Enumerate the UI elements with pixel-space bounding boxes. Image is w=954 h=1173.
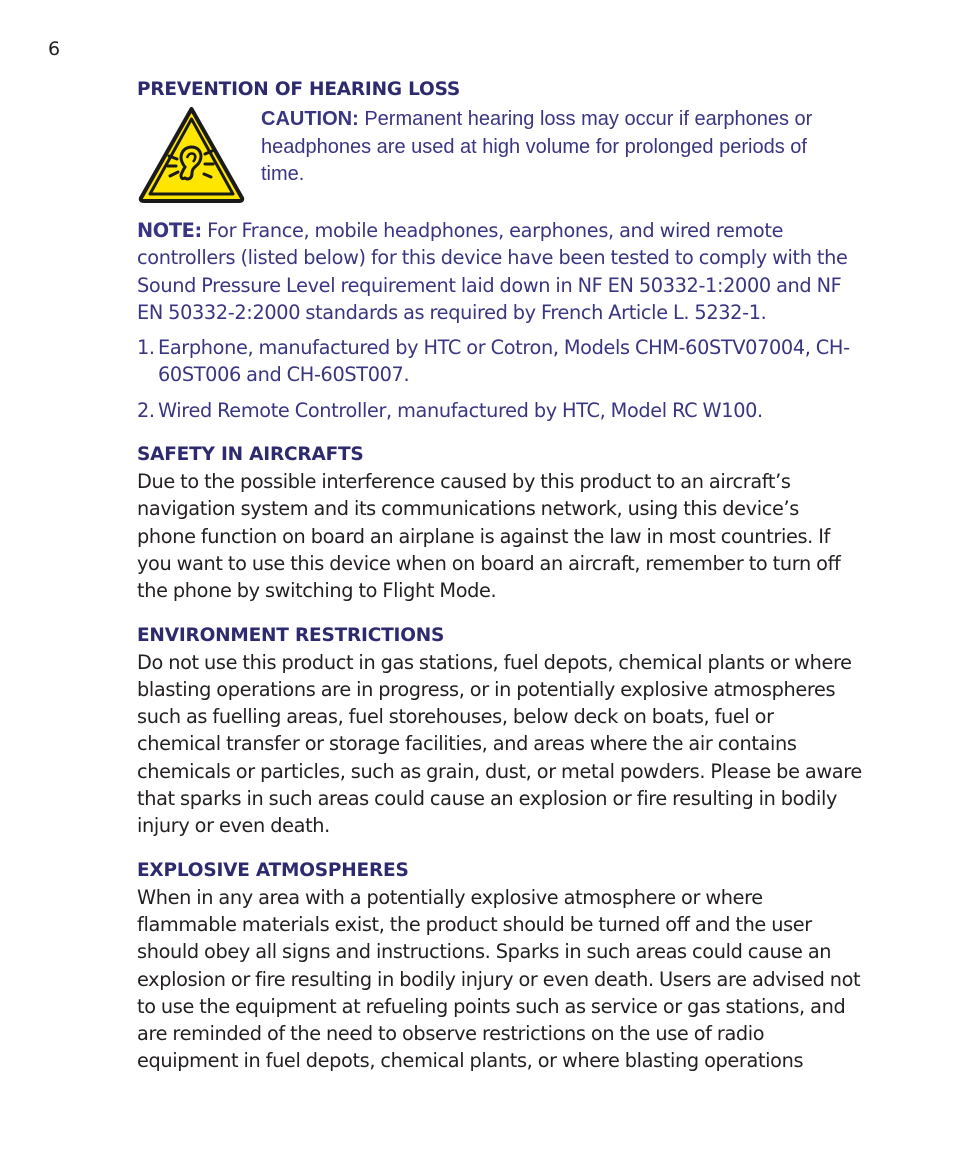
note-message: For France, mobile headphones, earphones, and wired remote controllers (listed below) for this device have been tested to comply with the Sound Pressure Level requirement laid down in NF EN 50332-1:2000 and NF EN 50332-2:2000 standards as required by French Article L. 5232-1. [137, 219, 848, 324]
section-explosive [137, 857, 862, 1075]
heading-explosive-atmospheres: EXPLOSIVE ATMOSPHERES [137, 859, 409, 881]
list-item-text: Wired Remote Controller, manufactured by HTC, Model RC W100. [158, 398, 763, 422]
caution-message: Permanent hearing loss may occur if earphones or headphones are used at high volume for prolonged periods of time. [261, 108, 813, 185]
aircraft-paragraph: Due to the possible interference caused by this product to an aircraft’s navigation system and its communications network, using this device’s phone function on board an airplane is against the law in most countries. If you want to use this device when on board an aircraft, remember to turn off the phone by switching to Flight Mode. [137, 470, 841, 603]
explosive-paragraph: When in any area with a potentially explosive atmosphere or where flammable materials exist, the product should be turned off and the user should obey all signs and instructions. Sparks in such areas could cause an explosion or fire resulting in bodily injury or even death. Users are advised not to use the equipment at refueling points such as service or gas stations, and are reminded of the need to observe restrictions on the use of radio equipment in fuel depots, chemical plants, or where blasting operations [137, 885, 861, 1073]
list-item [137, 397, 862, 424]
device-list [137, 334, 862, 424]
list-item-number: 1. [137, 336, 155, 360]
section-environment [137, 622, 862, 840]
hearing-warning-icon [137, 106, 246, 203]
page-number: 6 [48, 38, 61, 60]
environment-paragraph: Do not use this product in gas stations, fuel depots, chemical plants or where blasting operations are in progress, or in potentially explosive atmospheres such as fuelling areas, fuel storehouses, below deck on boats, fuel or chemical transfer or storage facilities, and areas where the air contains chemicals or particles, such as grain, dust, or metal powders. Please be aware that sparks in such areas could cause an explosion or fire resulting in bodily injury or even death. [137, 650, 862, 838]
list-item [137, 334, 862, 389]
section-aircraft [137, 441, 862, 604]
note-label: NOTE: [137, 219, 202, 242]
document-body [137, 76, 862, 1075]
heading-hearing-loss: PREVENTION OF HEARING LOSS [137, 79, 460, 100]
list-item-text: Earphone, manufactured by HTC or Cotron, Models CHM-60STV07004, CH-60ST006 and CH-60ST007. [158, 336, 850, 387]
note-paragraph [137, 217, 862, 326]
caution-label: CAUTION: [261, 108, 359, 130]
heading-environment-restrictions: ENVIRONMENT RESTRICTIONS [137, 624, 445, 646]
list-item-number: 2. [137, 398, 155, 422]
caution-text [261, 106, 841, 189]
caution-block [137, 106, 862, 203]
heading-safety-in-aircrafts: SAFETY IN AIRCRAFTS [137, 444, 364, 466]
